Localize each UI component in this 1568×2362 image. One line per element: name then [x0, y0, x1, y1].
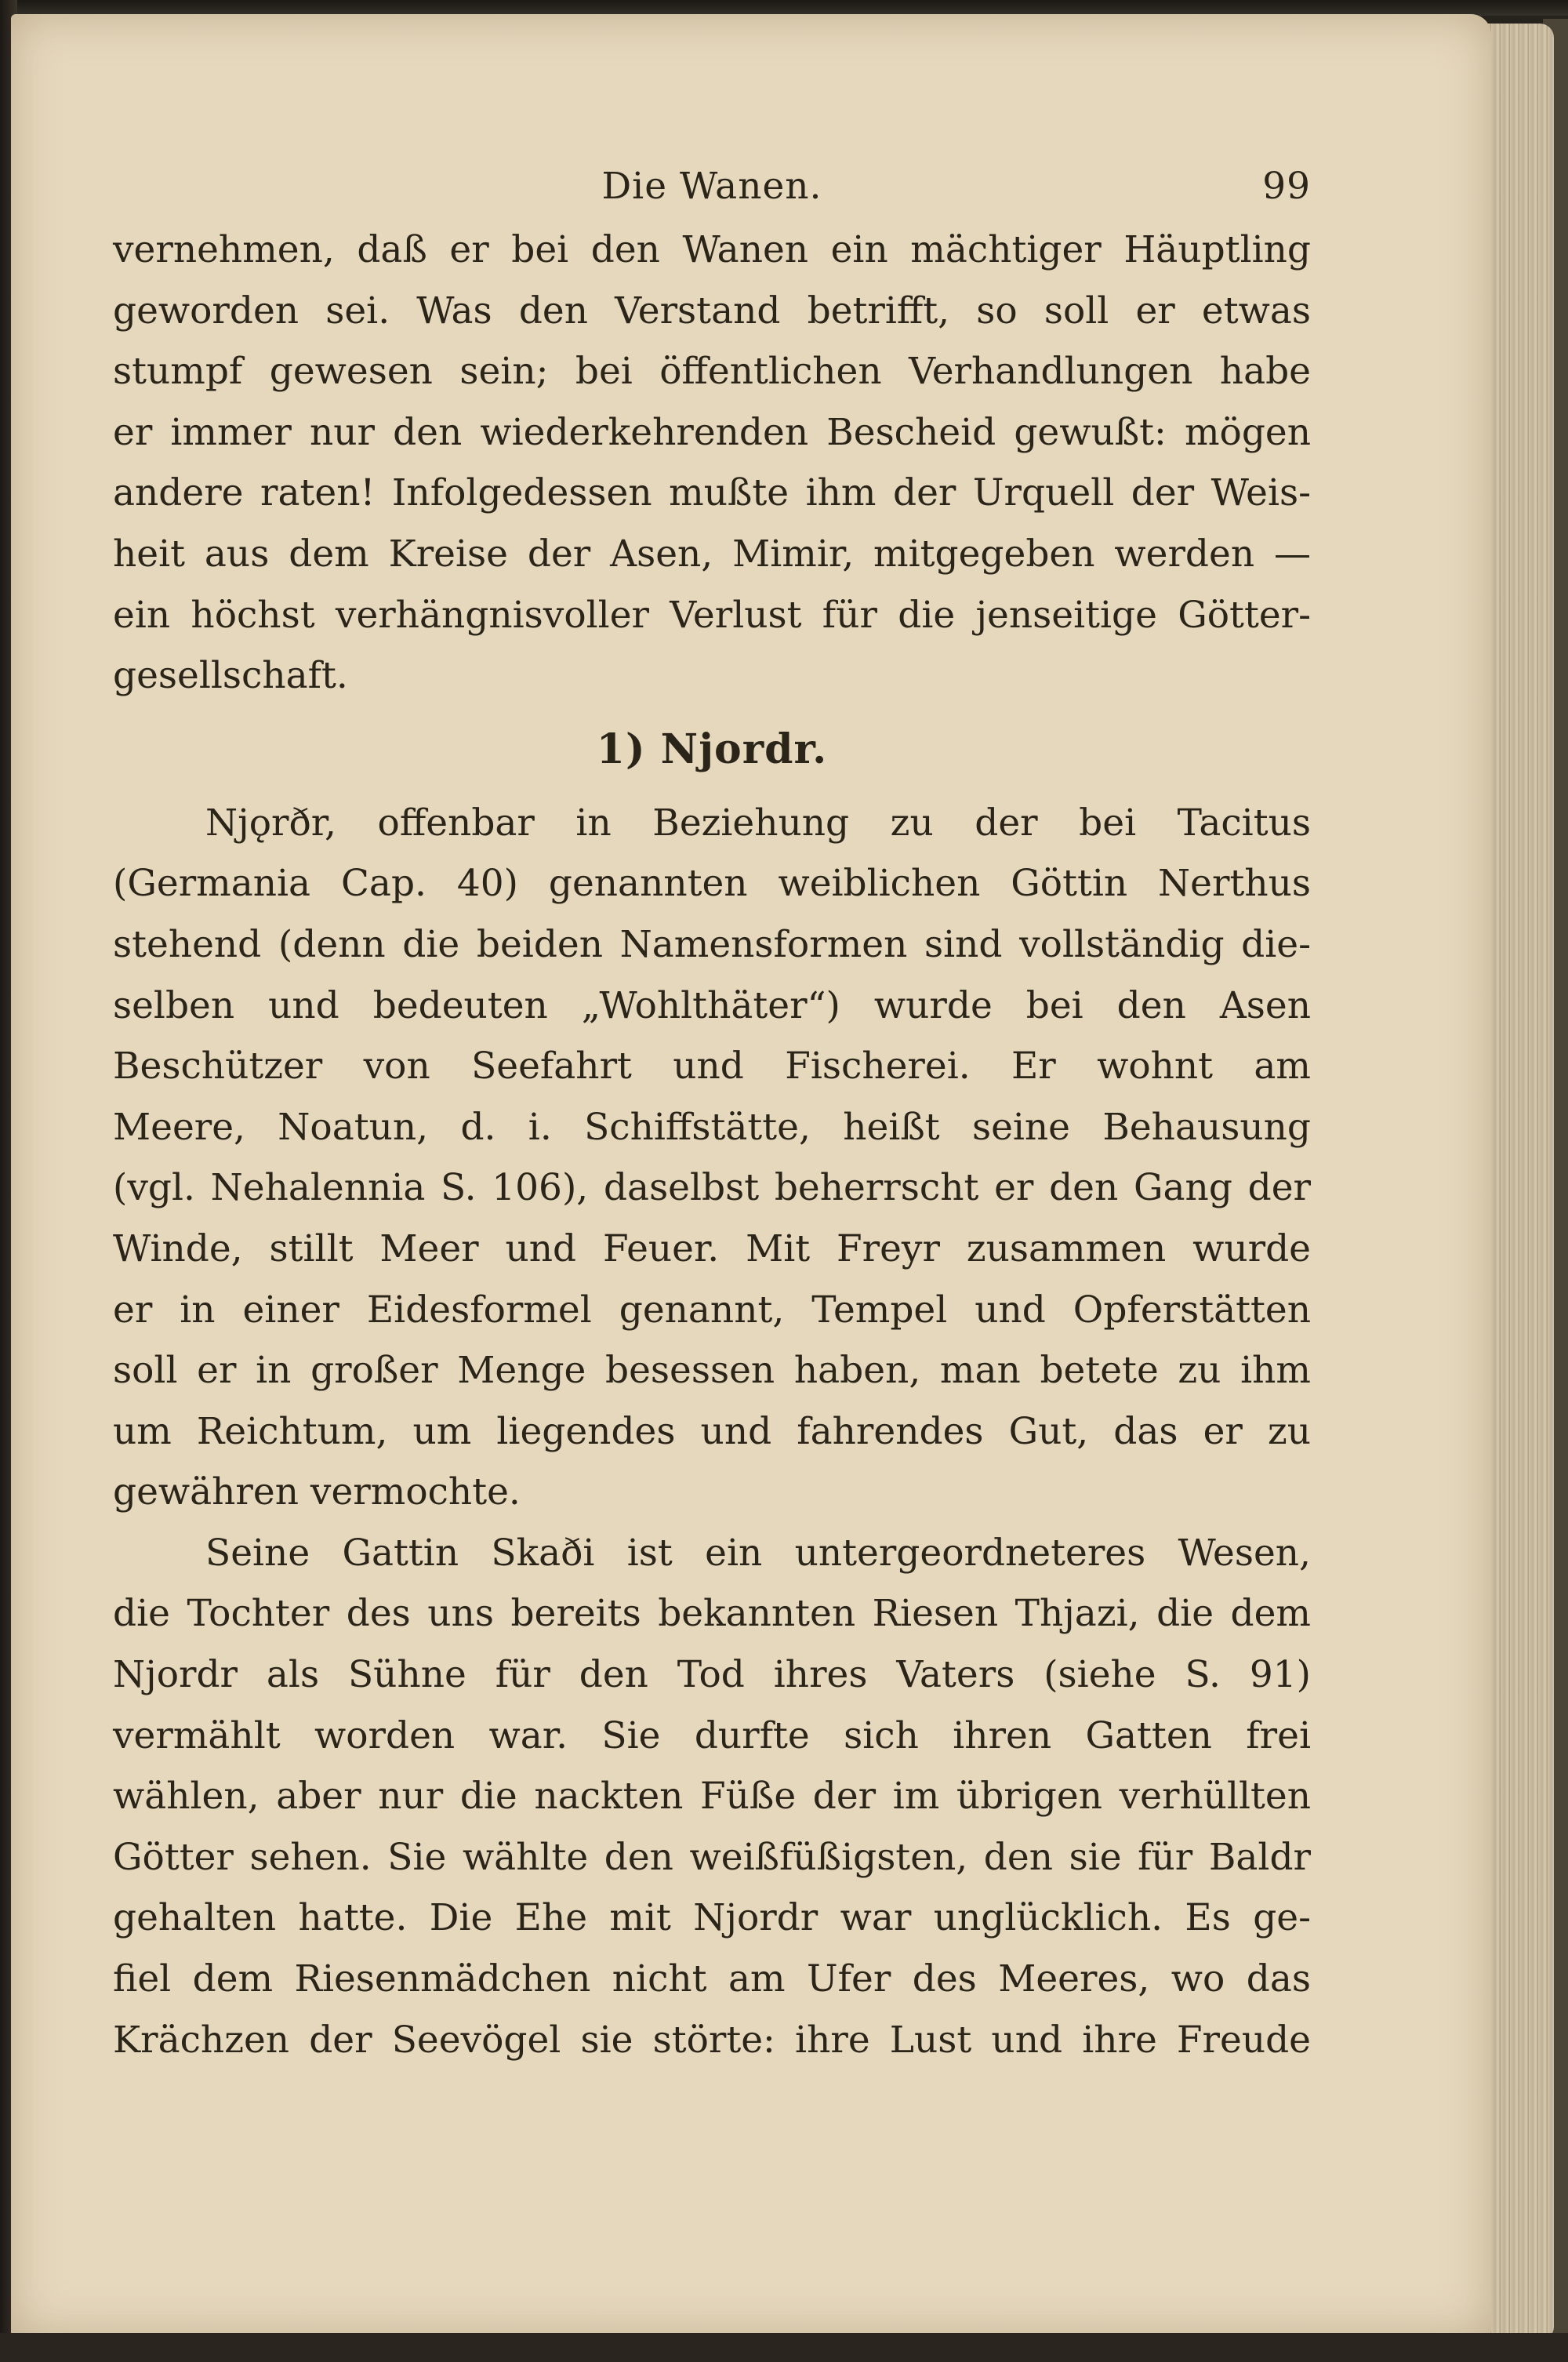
text-line: um Reichtum, um liegendes und fahrendes Gut, das er zu: [113, 1409, 1311, 1453]
text-line: gehalten hatte. Die Ehe mit Njordr war unglücklich. Es ge-: [113, 1896, 1311, 1940]
text-line: Winde, stillt Meer und Feuer. Mit Freyr zusammen wurde: [113, 1226, 1311, 1270]
text-line: vermählt worden war. Sie durfte sich ihren Gatten frei: [113, 1713, 1311, 1757]
text-line: er immer nur den wiederkehrenden Bescheid gewußt: mögen: [113, 410, 1311, 454]
page-text: [113, 165, 1311, 2070]
binding-top: [0, 0, 1568, 16]
text-line: soll er in großer Menge besessen haben, man betete zu ihm: [113, 1349, 1311, 1393]
page-number: 99: [1262, 165, 1311, 208]
text-line: ein höchst verhängnisvoller Verlust für die jenseitige Götter-: [113, 593, 1311, 637]
page-edges: [1482, 24, 1554, 2341]
text-line: gewähren vermochte.: [113, 1470, 521, 1514]
text-line: geworden sei. Was den Verstand betrifft, so soll er etwas: [113, 289, 1311, 332]
cover-bottom: [0, 2333, 1568, 2362]
paragraph-intro: [113, 220, 1311, 707]
text-line: Njǫrðr, offenbar in Beziehung zu der bei Tacitus: [205, 801, 1311, 845]
text-line: Meere, Noatun, d. i. Schiffstätte, heißt seine Behausung: [113, 1105, 1311, 1149]
text-line: Njordr als Sühne für den Tod ihres Vaters (siehe S. 91): [113, 1653, 1311, 1697]
text-line: Krächzen der Seevögel sie störte: ihre Lust und ihre Freude: [113, 2018, 1311, 2062]
text-line: vernehmen, daß er bei den Wanen ein mächtiger Häuptling: [113, 228, 1311, 271]
text-line: die Tochter des uns bereits bekannten Riesen Thjazi, die dem: [113, 1592, 1311, 1636]
text-line: stehend (denn die beiden Namensformen sind vollständig die-: [113, 922, 1311, 966]
paragraph-njordr: [113, 793, 1311, 1523]
text-line: gesellschaft.: [113, 654, 348, 698]
text-line: Götter sehen. Sie wählte den weißfüßigsten, den sie für Baldr: [113, 1835, 1311, 1879]
text-line: (vgl. Nehalennia S. 106), daselbst beherrscht er den Gang der: [113, 1166, 1311, 1210]
text-line: selben und bedeuten „Wohlthäter“) wurde bei den Asen: [113, 983, 1311, 1027]
text-line: Beschützer von Seefahrt und Fischerei. Er wohnt am: [113, 1045, 1311, 1088]
section-heading: 1) Njordr.: [596, 725, 828, 773]
text-line: fiel dem Riesenmädchen nicht am Ufer des Meeres, wo das: [113, 1957, 1311, 2001]
text-line: heit aus dem Kreise der Asen, Mimir, mitgegeben werden —: [113, 532, 1311, 576]
paragraph-skadi: [113, 1523, 1311, 2070]
text-line: (Germania Cap. 40) genannten weiblichen Göttin Nerthus: [113, 862, 1311, 906]
text-line: er in einer Eidesformel genannt, Tempel und Opferstätten: [113, 1288, 1311, 1332]
text-line: wählen, aber nur die nackten Füße der im übrigen verhüllten: [113, 1775, 1311, 1819]
text-line: stumpf gewesen sein; bei öffentlichen Verhandlungen habe: [113, 350, 1311, 394]
text-line: Seine Gattin Skaði ist ein untergeordneteres Wesen,: [205, 1531, 1311, 1575]
text-line: andere raten! Infolgedessen mußte ihm der Urquell der Weis-: [113, 471, 1311, 515]
running-title: Die Wanen.: [601, 165, 822, 208]
running-head: [113, 165, 1311, 220]
